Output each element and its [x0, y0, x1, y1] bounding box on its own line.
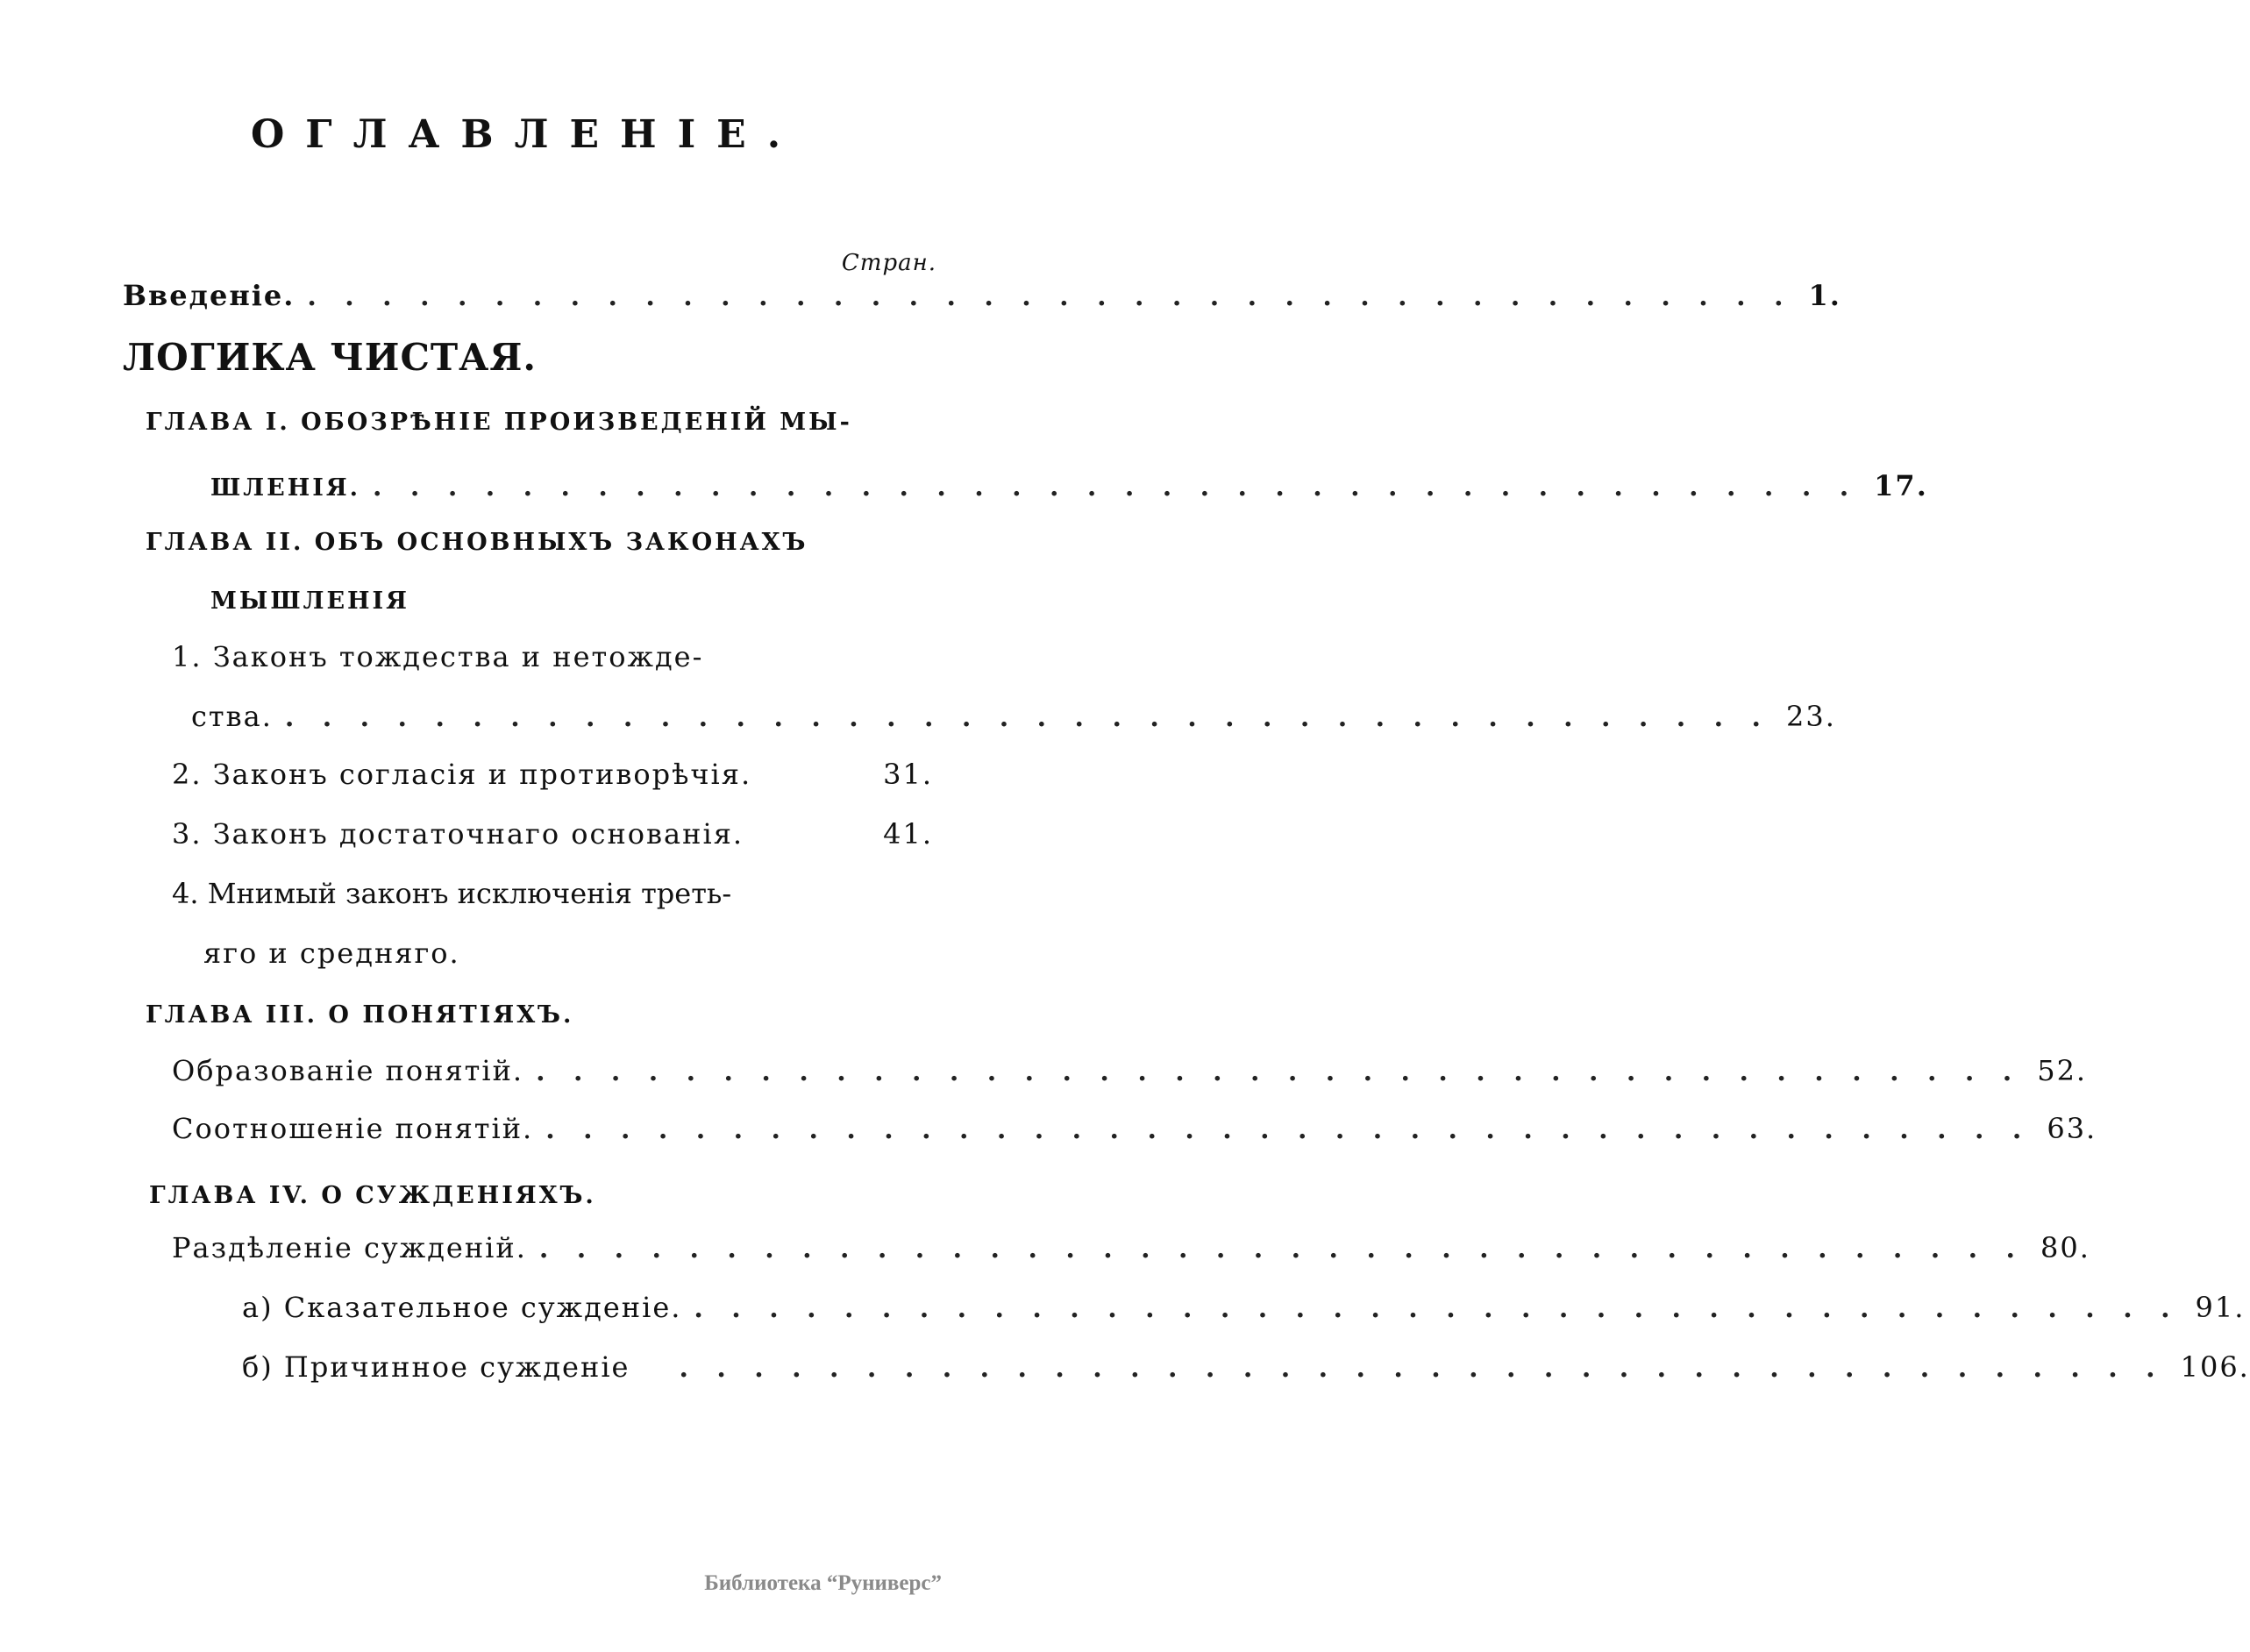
- toc-entry-c4c[interactable]: [242, 1350, 2250, 1384]
- toc-entry-label: Введенiе.: [123, 279, 295, 312]
- toc-entry-label: ШЛЕНIЯ.: [210, 474, 361, 502]
- dot-leader: . . . . . . . . . . . . . . . . . . . . . . . . . . . . . . . . . . . . . . . .: [536, 1057, 2022, 1087]
- dot-leader: . . . . . . . . . . . . . . . . . . . . . . . . . . . . . . . . . . . . . . . .: [284, 702, 1770, 733]
- toc-entry-label: б) Причинное сужденiе: [242, 1350, 630, 1384]
- chapter-4-heading[interactable]: ГЛАВА IV. О СУЖДЕНIЯХЪ.: [149, 1182, 596, 1209]
- toc-entry-label: Соотношенiе понятiй.: [172, 1112, 534, 1145]
- chapter-1-heading[interactable]: ГЛАВА I. ОБОЗРѢНIЕ ПРОИЗВЕДЕНIЙ МЫ-: [146, 409, 852, 436]
- chapter-3-heading[interactable]: ГЛАВА III. О ПОНЯТIЯХЪ.: [146, 1001, 574, 1029]
- toc-entry-c4a[interactable]: [172, 1231, 2090, 1264]
- toc-page-number: 80.: [2040, 1231, 2090, 1264]
- chapter-2-heading[interactable]: ГЛАВА II. ОБЪ ОСНОВНЫХЪ ЗАКОНАХЪ: [146, 529, 808, 556]
- toc-entry-intro[interactable]: [123, 279, 1841, 312]
- section-4-line1[interactable]: 4. Мнимый законъ исключенiя треть-: [172, 877, 732, 910]
- page-title: ОГЛАВЛЕНIЕ.: [250, 112, 802, 157]
- toc-page-number: 31.: [883, 758, 933, 791]
- dot-leader: . . . . . . . . . . . . . . . . . . . . . . . . . . . . . . . . . . . . . . . .: [373, 472, 1859, 502]
- dot-leader: . . . . . . . . . . . . . . . . . . . . . . . . . . . . . . . . . . . . . . . .: [694, 1293, 2180, 1324]
- dot-leader: . . . . . . . . . . . . . . . . . . . . . . . . . . . . . . . . . . . . . . . .: [307, 281, 1793, 312]
- toc-page-number: 17.: [1874, 469, 1928, 502]
- chapter-2-heading-cont: МЫШЛЕНIЯ: [210, 587, 409, 615]
- toc-entry-label: а) Сказательное сужденiе.: [242, 1291, 682, 1324]
- dot-leader: . . . . . . . . . . . . . . . . . . . . . . . . . . . . . . . . . . . . . . . .: [538, 1234, 2025, 1264]
- toc-page-number: 1.: [1808, 279, 1841, 312]
- page-column-label: Стран.: [841, 250, 936, 276]
- library-watermark: Библиотека “Руниверс”: [704, 1571, 942, 1595]
- toc-entry-label: Раздѣленiе сужденiй.: [172, 1231, 527, 1264]
- toc-entry-s2[interactable]: [172, 758, 933, 791]
- dot-leader: . . . . . . . . . . . . . . . . . . . . . . . . . . . . . . . . . . . . . . . .: [545, 1114, 2032, 1145]
- toc-entry-s3[interactable]: [172, 817, 933, 851]
- part-heading: ЛОГИКА ЧИСТАЯ.: [123, 336, 538, 379]
- toc-page-number: 63.: [2047, 1112, 2097, 1145]
- dot-leader: . . . . . . . . . . . . . . . . . . . . . . . . . . . . . . . . . . . . . . . .: [679, 1353, 2165, 1384]
- toc-page-number: 106.: [2180, 1350, 2250, 1384]
- toc-entry-c4b[interactable]: [242, 1291, 2246, 1324]
- toc-entry-label: Образованiе понятiй.: [172, 1054, 524, 1087]
- toc-page-number: 91.: [2195, 1291, 2246, 1324]
- toc-page-number: 52.: [2037, 1054, 2088, 1087]
- toc-entry-c3a[interactable]: [172, 1054, 2088, 1087]
- toc-entry-c3b[interactable]: [172, 1112, 2097, 1145]
- toc-entry-s1[interactable]: [191, 700, 1836, 733]
- section-4-line2: яго и средняго.: [203, 936, 460, 970]
- toc-entry-label: ства.: [191, 700, 273, 733]
- toc-page-number: 23.: [1786, 700, 1836, 733]
- toc-entry-ch1[interactable]: [210, 469, 1928, 502]
- toc-entry-label: 3. Законъ достаточнаго основанiя.: [172, 817, 744, 851]
- toc-page-number: 41.: [883, 817, 933, 851]
- section-1-line1[interactable]: 1. Законъ тождества и нетожде-: [172, 640, 704, 673]
- toc-entry-label: 2. Законъ согласiя и противорѣчiя.: [172, 758, 752, 791]
